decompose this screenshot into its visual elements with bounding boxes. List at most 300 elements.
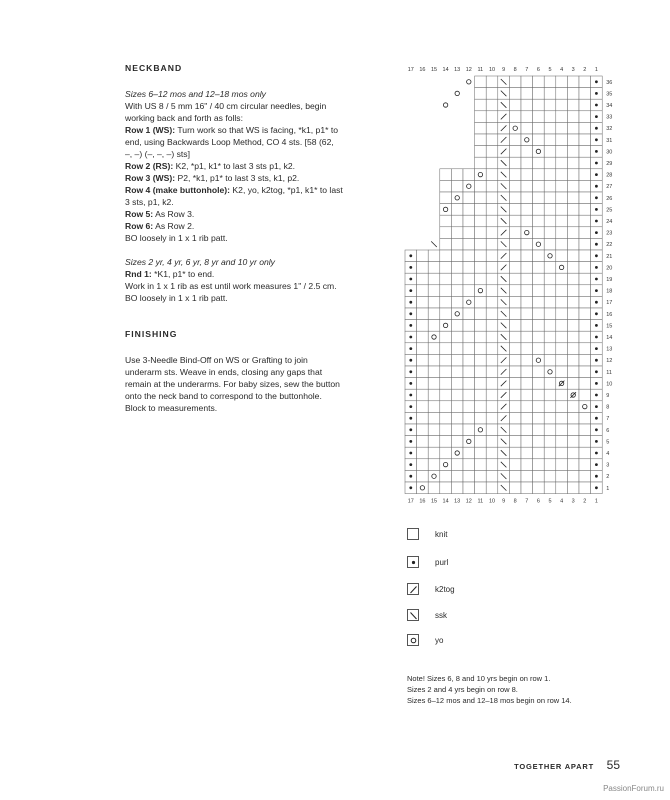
chart-cell: [556, 343, 568, 355]
chart-cell: [533, 470, 545, 482]
purl-mark: [595, 324, 598, 327]
row-label: 1: [606, 485, 610, 492]
chart-cell: [463, 401, 475, 413]
chart-cell: [475, 215, 487, 227]
chart-cell: [451, 401, 463, 413]
chart-cell: [533, 424, 545, 436]
chart-cell: [475, 250, 487, 262]
purl-symbol-icon: [407, 556, 419, 568]
purl-mark: [595, 231, 598, 234]
chart-cell: [567, 227, 579, 239]
purl-mark: [409, 405, 412, 408]
chart-cell: [544, 99, 556, 111]
column-label-top: 1: [594, 67, 598, 73]
chart-cell: [567, 482, 579, 494]
chart-cell: [475, 169, 487, 181]
chart-cell: [486, 273, 498, 285]
chart-cell: [486, 262, 498, 274]
chart-cell: [567, 250, 579, 262]
chart-cell: [417, 482, 429, 494]
purl-mark: [595, 220, 598, 223]
watermark: PassionForum.ru: [603, 784, 664, 793]
chart-cell: [556, 122, 568, 134]
row-label: 25: [606, 207, 613, 214]
legend-ssk-label: ssk: [435, 611, 447, 620]
column-label-top: 3: [571, 67, 575, 73]
chart-cell: [556, 111, 568, 123]
chart-cell: [533, 262, 545, 274]
chart-cell: [556, 436, 568, 448]
chart-cell: [509, 459, 521, 471]
row-label: 14: [606, 335, 613, 341]
chart-cell: [475, 308, 487, 320]
column-label-bottom: 14: [442, 498, 449, 505]
chart-cell: [556, 99, 568, 111]
chart-cell: [544, 320, 556, 332]
chart-cell: [509, 366, 521, 378]
chart-cell: [463, 250, 475, 262]
chart-cell: [475, 262, 487, 274]
chart-cell: [463, 192, 475, 204]
chart-cell: [509, 180, 521, 192]
chart-cell: [533, 215, 545, 227]
note-line-2: Sizes 2 and 4 yrs begin on row 8.: [407, 685, 518, 694]
purl-mark: [595, 115, 598, 118]
chart-cell: [521, 146, 533, 158]
row5-text: As Row 3.: [153, 209, 195, 219]
chart-cell: [556, 331, 568, 343]
chart-cell: [451, 285, 463, 297]
chart-cell: [521, 354, 533, 366]
chart-cell: [544, 424, 556, 436]
chart-cell: [440, 447, 452, 459]
chart-cell: [579, 157, 591, 169]
chart-cell: [417, 273, 429, 285]
chart-cell: [567, 146, 579, 158]
purl-mark: [595, 428, 598, 431]
purl-mark: [409, 266, 412, 269]
row-label: 32: [606, 126, 613, 133]
chart-cell: [475, 354, 487, 366]
column-label-top: 17: [407, 67, 414, 73]
chart-cell: [440, 470, 452, 482]
chart-cell: [486, 169, 498, 181]
chart-cell: [579, 424, 591, 436]
row-label: 36: [606, 79, 613, 86]
chart-cell: [567, 343, 579, 355]
rnd1-label: Rnd 1:: [125, 269, 152, 279]
chart-cell: [475, 204, 487, 216]
chart-cell: [567, 459, 579, 471]
chart-cell: [544, 192, 556, 204]
chart-cell: [440, 215, 452, 227]
purl-mark: [595, 405, 598, 408]
chart-cell: [486, 204, 498, 216]
chart-cell: [509, 227, 521, 239]
purl-mark: [595, 243, 598, 246]
chart-cell: [475, 401, 487, 413]
chart-cell: [579, 331, 591, 343]
chart-cell: [451, 273, 463, 285]
chart-cell: [486, 215, 498, 227]
row-label: 29: [606, 161, 613, 167]
chart-cell: [428, 412, 440, 424]
bo-a: BO loosely in 1 x 1 rib patt.: [125, 233, 228, 243]
chart-cell: [451, 308, 463, 320]
chart-cell: [544, 238, 556, 250]
chart-cell: [475, 99, 487, 111]
chart-cell: [567, 285, 579, 297]
chart-cell: [579, 366, 591, 378]
chart-cell: [544, 436, 556, 448]
chart-cell: [579, 88, 591, 100]
chart-cell: [463, 227, 475, 239]
chart-cell: [486, 354, 498, 366]
chart-cell: [556, 412, 568, 424]
chart-cell: [556, 401, 568, 413]
chart-cell: [463, 238, 475, 250]
row5-label: Row 5:: [125, 209, 154, 219]
chart-cell: [475, 192, 487, 204]
chart-cell: [417, 447, 429, 459]
purl-mark: [595, 104, 598, 107]
chart-cell: [533, 250, 545, 262]
chart-cell: [486, 250, 498, 262]
chart-cell: [475, 482, 487, 494]
chart-cell: [475, 436, 487, 448]
purl-mark: [409, 428, 412, 431]
row-label: 23: [606, 230, 613, 237]
chart-cell: [486, 192, 498, 204]
chart-cell: [428, 331, 440, 343]
chart-cell: [451, 389, 463, 401]
chart-cell: [521, 273, 533, 285]
chart-cell: [440, 482, 452, 494]
purl-mark: [595, 80, 598, 83]
chart-cell: [440, 331, 452, 343]
chart-cell: [451, 354, 463, 366]
column-label-top: 11: [477, 67, 484, 73]
chart-cell: [544, 366, 556, 378]
chart-cell: [486, 389, 498, 401]
bo-b: BO loosely in 1 x 1 rib patt.: [125, 293, 228, 303]
page-number: 55: [606, 758, 620, 772]
legend-ssk: [407, 609, 527, 623]
chart-cell: [509, 111, 521, 123]
row1-cont-2: –, –) (–, –, –) sts]: [125, 149, 190, 159]
purl-mark: [595, 289, 598, 292]
chart-cell: [556, 320, 568, 332]
chart-cell: [463, 366, 475, 378]
chart-cell: [521, 250, 533, 262]
chart-cell: [544, 447, 556, 459]
chart-cell: [521, 331, 533, 343]
row6-text: As Row 2.: [153, 221, 195, 231]
chart-cell: [440, 354, 452, 366]
chart-cell: [567, 111, 579, 123]
work-line: Work in 1 x 1 rib as est until work measures 1" / 2.5 cm.: [125, 281, 337, 291]
chart-cell: [544, 378, 556, 390]
row-label: 21: [606, 253, 613, 260]
row2-text: K2, *p1, k1* to last 3 sts p1, k2.: [173, 161, 296, 171]
chart-cell: [567, 204, 579, 216]
chart-cell: [544, 227, 556, 239]
chart-cell: [428, 436, 440, 448]
finishing-line-5: Block to measurements.: [125, 403, 218, 413]
column-label-top: 16: [419, 67, 426, 73]
chart-cell: [428, 296, 440, 308]
chart-cell: [533, 331, 545, 343]
finishing-heading: FINISHING: [125, 329, 178, 339]
chart-cell: [533, 308, 545, 320]
chart-cell: [440, 366, 452, 378]
purl-mark: [409, 324, 412, 327]
sizes-b: Sizes 2 yr, 4 yr, 6 yr, 8 yr and 10 yr only: [125, 257, 275, 267]
chart-cell: [579, 447, 591, 459]
chart-cell: [451, 331, 463, 343]
chart-cell: [533, 366, 545, 378]
chart-cell: [533, 459, 545, 471]
chart-cell: [440, 436, 452, 448]
chart-cell: [417, 401, 429, 413]
chart-cell: [486, 424, 498, 436]
chart-cell: [463, 343, 475, 355]
chart-cell: [428, 424, 440, 436]
chart-cell: [556, 273, 568, 285]
chart-cell: [486, 88, 498, 100]
chart-cell: [579, 262, 591, 274]
column-label-top: 6: [536, 67, 540, 73]
chart-cell: [509, 238, 521, 250]
chart-cell: [533, 157, 545, 169]
chart-cell: [533, 343, 545, 355]
chart-cell: [509, 204, 521, 216]
chart-cell: [417, 389, 429, 401]
chart-cell: [567, 378, 579, 390]
chart-cell: [451, 238, 463, 250]
row-label: 6: [606, 427, 610, 434]
chart-cell: [521, 424, 533, 436]
chart-cell: [509, 470, 521, 482]
chart-cell: [533, 296, 545, 308]
chart-cell: [486, 412, 498, 424]
chart-cell: [463, 412, 475, 424]
chart-cell: [556, 157, 568, 169]
chart-cell: [451, 378, 463, 390]
chart-cell: [556, 482, 568, 494]
chart-cell: [521, 204, 533, 216]
chart-cell: [475, 157, 487, 169]
chart-cell: [509, 320, 521, 332]
chart-cell: [544, 354, 556, 366]
chart-cell: [451, 436, 463, 448]
chart-cell: [521, 412, 533, 424]
chart-cell: [417, 250, 429, 262]
chart-cell: [544, 157, 556, 169]
chart-cell: [417, 296, 429, 308]
chart-cell: [428, 250, 440, 262]
chart-cell: [475, 424, 487, 436]
chart-cell: [417, 436, 429, 448]
chart-cell: [567, 412, 579, 424]
finishing-line-4: onto the neck band to correspond to the buttonhole.: [125, 391, 322, 401]
chart-cell: [475, 366, 487, 378]
purl-mark: [595, 312, 598, 315]
chart-cell: [486, 238, 498, 250]
chart-cell: [417, 343, 429, 355]
chart-cell: [544, 250, 556, 262]
chart-cell: [417, 424, 429, 436]
chart-cell: [579, 227, 591, 239]
chart-cell: [509, 215, 521, 227]
purl-mark: [595, 347, 598, 350]
yo-symbol-icon: [407, 634, 419, 646]
chart-cell: [440, 169, 452, 181]
purl-mark: [595, 359, 598, 362]
chart-cell: [579, 482, 591, 494]
legend-k2tog: [407, 583, 527, 597]
chart-cell: [440, 401, 452, 413]
chart-cell: [509, 354, 521, 366]
chart-cell: [533, 389, 545, 401]
chart-cell: [463, 296, 475, 308]
purl-mark: [409, 359, 412, 362]
chart-cell: [556, 192, 568, 204]
chart-cell: [579, 180, 591, 192]
chart-cell: [509, 146, 521, 158]
chart-cell: [509, 134, 521, 146]
row-label: 19: [606, 277, 613, 283]
chart-cell: [428, 470, 440, 482]
row-label: 30: [606, 149, 613, 156]
chart-cell: [579, 76, 591, 88]
chart-cell: [521, 447, 533, 459]
chart-cell: [567, 180, 579, 192]
row-label: 8: [606, 404, 610, 411]
row-label: 5: [606, 439, 610, 446]
chart-cell: [533, 436, 545, 448]
chart-cell: [533, 88, 545, 100]
chart-cell: [486, 447, 498, 459]
column-label-top: 14: [442, 67, 449, 73]
purl-mark: [595, 162, 598, 165]
chart-cell: [567, 273, 579, 285]
chart-cell: [544, 459, 556, 471]
chart-cell: [451, 192, 463, 204]
row-label: 24: [606, 219, 613, 225]
row1-text: Turn work so that WS is facing, *k1, p1* to: [175, 125, 338, 135]
purl-mark: [595, 486, 598, 489]
chart-cell: [428, 343, 440, 355]
row1-cont-1: end, using Backwards Loop Method, CO 4 sts. [58 (62,: [125, 137, 334, 147]
chart-cell: [440, 227, 452, 239]
column-label-bottom: 15: [430, 498, 438, 505]
column-label-top: 15: [430, 67, 438, 73]
purl-mark: [595, 417, 598, 420]
chart-cell: [486, 99, 498, 111]
chart-cell: [475, 343, 487, 355]
chart-cell: [544, 262, 556, 274]
chart-cell: [451, 424, 463, 436]
chart-cell: [440, 343, 452, 355]
chart-cell: [533, 99, 545, 111]
chart-cell: [556, 389, 568, 401]
chart-cell: [579, 122, 591, 134]
chart-cell: [579, 378, 591, 390]
chart-cell: [579, 134, 591, 146]
chart-cell: [579, 436, 591, 448]
chart-cell: [579, 320, 591, 332]
chart-cell: [475, 296, 487, 308]
chart-cell: [451, 320, 463, 332]
row-label: 17: [606, 300, 613, 307]
row-label: 28: [606, 172, 613, 179]
chart-cell: [509, 192, 521, 204]
chart-cell: [567, 308, 579, 320]
chart-cell: [486, 111, 498, 123]
chart-cell: [417, 470, 429, 482]
chart-cell: [463, 262, 475, 274]
chart-cell: [544, 273, 556, 285]
chart-cell: [567, 296, 579, 308]
purl-mark: [409, 486, 412, 489]
chart-cell: [475, 285, 487, 297]
chart-cell: [521, 470, 533, 482]
chart-cell: [475, 111, 487, 123]
chart-cell: [567, 76, 579, 88]
yo-mark: [443, 103, 447, 107]
chart-cell: [451, 343, 463, 355]
chart-cell: [509, 331, 521, 343]
column-label-top: 4: [560, 67, 564, 73]
purl-mark: [409, 347, 412, 350]
chart-cell: [579, 354, 591, 366]
legend-purl-label: purl: [435, 558, 449, 567]
column-label-top: 9: [502, 67, 506, 73]
chart-cell: [440, 238, 452, 250]
chart-cell: [521, 122, 533, 134]
chart-cell: [509, 169, 521, 181]
chart-cell: [521, 134, 533, 146]
ssk-mark: [431, 241, 437, 247]
column-label-top: 7: [525, 67, 529, 73]
chart-cell: [533, 447, 545, 459]
purl-mark: [409, 336, 412, 339]
legend-knit-label: knit: [435, 530, 448, 539]
chart-cell: [451, 227, 463, 239]
column-label-top: 13: [454, 67, 461, 73]
chart-cell: [533, 146, 545, 158]
purl-mark: [409, 382, 412, 385]
chart-cell: [440, 320, 452, 332]
chart-cell: [556, 296, 568, 308]
row-label: 26: [606, 195, 613, 202]
row-label: 16: [606, 311, 613, 318]
chart-cell: [509, 436, 521, 448]
chart-cell: [486, 76, 498, 88]
chart-cell: [475, 412, 487, 424]
row-label: 13: [606, 346, 613, 353]
chart-cell: [544, 401, 556, 413]
purl-mark: [595, 382, 598, 385]
chart-cell: [463, 204, 475, 216]
purl-mark: [409, 440, 412, 443]
chart-cell: [556, 262, 568, 274]
legend-k2tog-label: k2tog: [435, 585, 455, 594]
purl-mark: [595, 185, 598, 188]
chart-cell: [579, 250, 591, 262]
purl-mark: [595, 301, 598, 304]
